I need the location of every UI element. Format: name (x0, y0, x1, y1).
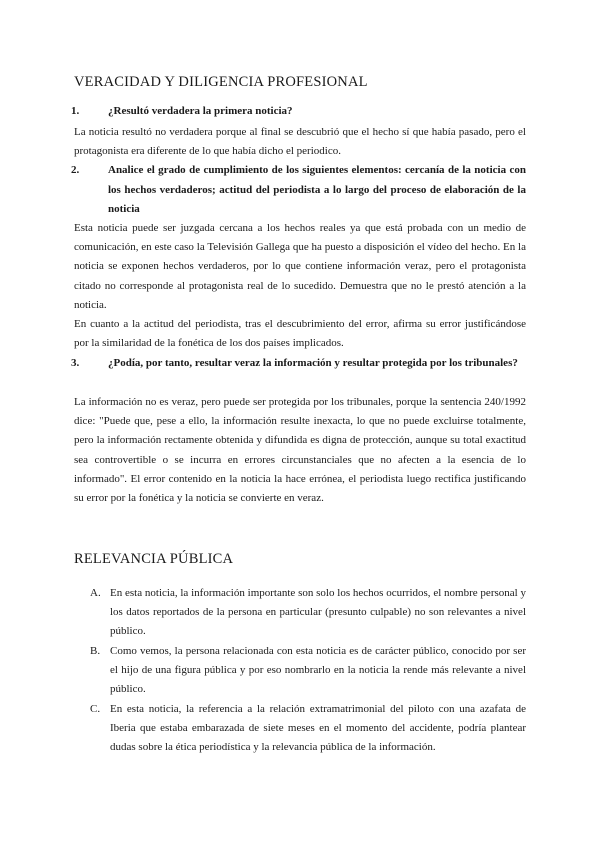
question-number: 1. (71, 105, 80, 117)
answer-3: La información no es veraz, pero puede ser protegida por los tribunales, porque la sentencia 240/1992 dice: "Puede que, pese a ello, la información resulte inexacta, lo que no puede excluirse totalmente, pero la información rectamente obtenida y difundida es digna de protección, aunque su total exactitud sea controvertible o se incurra en errores circunstanciales que no afecten a la esencia de lo informado". El error contenido en la noticia la hace errónea, el periodista luego rectifica justificando su error por la fonética y la noticia se convierte en veraz. (74, 396, 526, 505)
question-1 (71, 102, 526, 122)
question-number: 3. (71, 357, 80, 369)
answer-2-paragraph-1: Esta noticia puede ser juzgada cercana a los hechos reales ya que está probada con un medio de comunicación, en este caso la Televisión Gallega que ha puesto a disposición el vídeo del hecho. En la noticia se exponen hechos verdaderos, por lo que contiene información veraz, pero el protagonista citado no corresponde al protagonista real de lo sucedido. Demuestra que no le prestó atención a la noticia. (74, 222, 526, 311)
list-item-a (90, 584, 526, 642)
list-item-b (90, 642, 526, 700)
question-3 (71, 354, 526, 374)
question-2 (71, 161, 526, 220)
answer-2-paragraph-2: En cuanto a la actitud del periodista, tras el descubrimiento del error, afirma su error justificándose por la similaridad de la fonética de los dos países implicados. (74, 318, 526, 350)
question-number: 2. (71, 164, 80, 176)
list-item-c (90, 700, 526, 758)
answer-1: La noticia resultó no verdadera porque al final se descubrió que el hecho sí que había pasado, pero el protagonista era diferente de lo que había dicho el periodico. (74, 126, 526, 158)
question-text: Analice el grado de cumplimiento de los siguientes elementos: cercanía de la noticia con los hechos verdaderos; actitud del periodista a lo largo del proceso de elaboración de la noticia (108, 164, 526, 215)
list-marker: A. (90, 587, 101, 599)
section-title-veracidad: VERACIDAD Y DILIGENCIA PROFESIONAL (74, 74, 368, 90)
section-title-relevancia: RELEVANCIA PÚBLICA (74, 551, 234, 567)
list-marker: C. (90, 703, 101, 715)
question-text: ¿Resultó verdadera la primera noticia? (108, 105, 293, 117)
question-text: ¿Podía, por tanto, resultar veraz la información y resultar protegida por los tribunales? (108, 357, 518, 369)
list-item-text: Como vemos, la persona relacionada con esta noticia es de carácter público, conocido por ser el hijo de una figura pública y por eso nombrarlo en la noticia la rende más relevante a nivel público. (110, 645, 526, 696)
list-item-text: En esta noticia, la información importante son solo los hechos ocurridos, el nombre personal y los datos reportados de la persona en particular (presunto culpable) no son relevantes a nivel público. (110, 587, 526, 638)
list-marker: B. (90, 645, 101, 657)
list-item-text: En esta noticia, la referencia a la relación extramatrimonial del piloto con una azafata de Iberia que estaba embarazada de siete meses en el momento del accidente, podría plantear dudas sobre la ética periodística y la relevancia pública de la información. (110, 703, 526, 754)
